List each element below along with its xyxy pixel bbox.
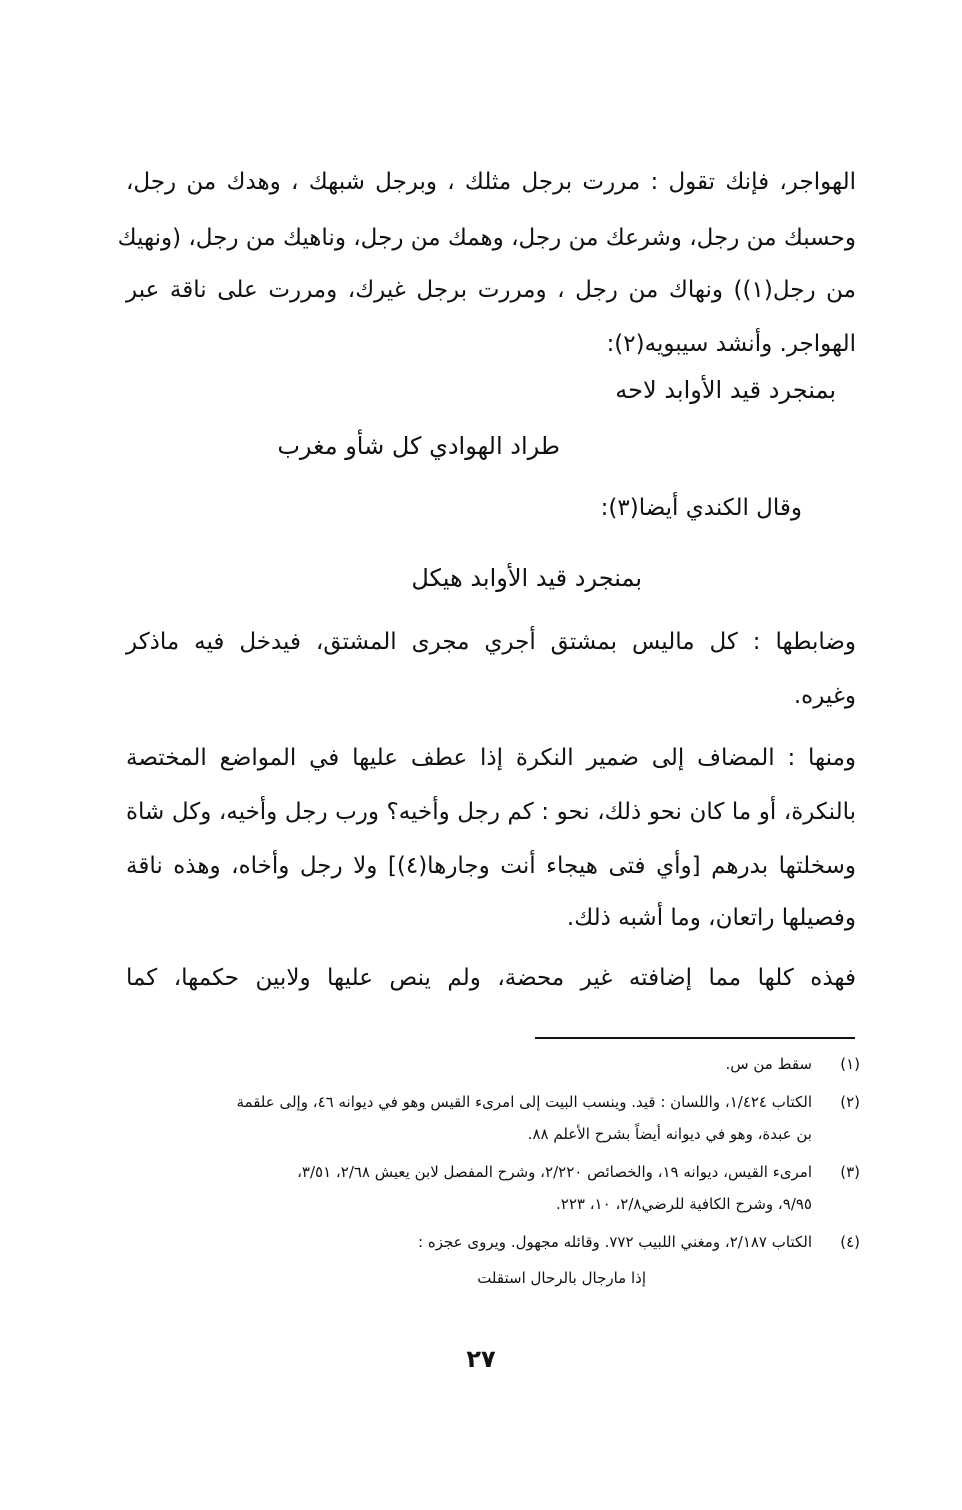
footnote-number: (٤) — [840, 1233, 860, 1251]
body-line: من رجل(١)) ونهاك من رجل ، ومررت برجل غيرك، ومررت على ناقة عبر — [126, 277, 856, 303]
footnote-number: (٢) — [840, 1093, 860, 1111]
body-line: وفصيلها راتعان، وما أشبه ذلك. — [566, 905, 856, 931]
body-line: الهواجر، فإنك تقول : مررت برجل مثلك ، وبرجل شبهك ، وهدك من رجل، — [126, 169, 856, 195]
footnote-text: الكتاب ١/٤٢٤، واللسان : قيد. وينسب البيت إلى امرىء القيس وهو في ديوانه ٤٦، وإلى علقمة — [236, 1093, 812, 1111]
body-line: وغيره. — [793, 683, 856, 709]
footnote-text: امرىء القيس، ديوانه ١٩، والخصائص ٢/٢٢٠، وشرح المفصل لابن يعيش ٢/٦٨، ٣/٥١، — [297, 1163, 812, 1181]
verse-hemistich: بمنجرد قيد الأوابد لاحه — [615, 376, 836, 404]
verse-hemistich: طراد الهوادي كل شأو مغرب — [277, 432, 560, 460]
footnote-text: إذا مارجال بالرحال استقلت — [477, 1269, 646, 1287]
footnote-separator — [535, 1037, 855, 1039]
footnote-text: الكتاب ٢/١٨٧، ومغني اللبيب ٧٧٢. وقائله مجهول. ويروى عجزه : — [418, 1233, 812, 1251]
verse-hemistich: بمنجرد قيد الأوابد هيكل — [411, 564, 642, 592]
body-line: الهواجر. وأنشد سيبويه(٢): — [606, 331, 856, 357]
body-line: وضابطها : كل ماليس بمشتق أجري مجرى المشتق، فيدخل فيه ماذكر — [126, 629, 856, 655]
footnote-number: (٣) — [840, 1163, 860, 1181]
body-line: وحسبك من رجل، وشرعك من رجل، وهمك من رجل، وناهيك من رجل، (ونهيك — [117, 225, 856, 251]
body-line: وسخلتها بدرهم [وأي فتى هيجاء أنت وجارها(٤)] ولا رجل وأخاه، وهذه ناقة — [126, 853, 857, 879]
body-line: فهذه كلها مما إضافته غير محضة، ولم ينص عليها ولابين حكمها، كما — [126, 965, 856, 991]
footnote-number: (١) — [840, 1055, 860, 1073]
footnote-text: بن عبدة، وهو في ديوانه أيضاً بشرح الأعلم ٨٨. — [527, 1125, 812, 1143]
footnote-text: سقط من س. — [725, 1055, 812, 1073]
body-line: وقال الكندي أيضا(٣): — [600, 495, 802, 521]
body-line: بالنكرة، أو ما كان نحو ذلك، نحو : كم رجل وأخيه؟ ورب رجل وأخيه، وكل شاة — [126, 799, 856, 825]
footnote-text: ٩/٩٥، وشرح الكافية للرضي٢/٨، ١٠، ٢٢٣. — [555, 1195, 812, 1213]
body-line: ومنها : المضاف إلى ضمير النكرة إذا عطف عليها في المواضع المختصة — [126, 745, 856, 771]
page-number: ٢٧ — [466, 1345, 496, 1373]
